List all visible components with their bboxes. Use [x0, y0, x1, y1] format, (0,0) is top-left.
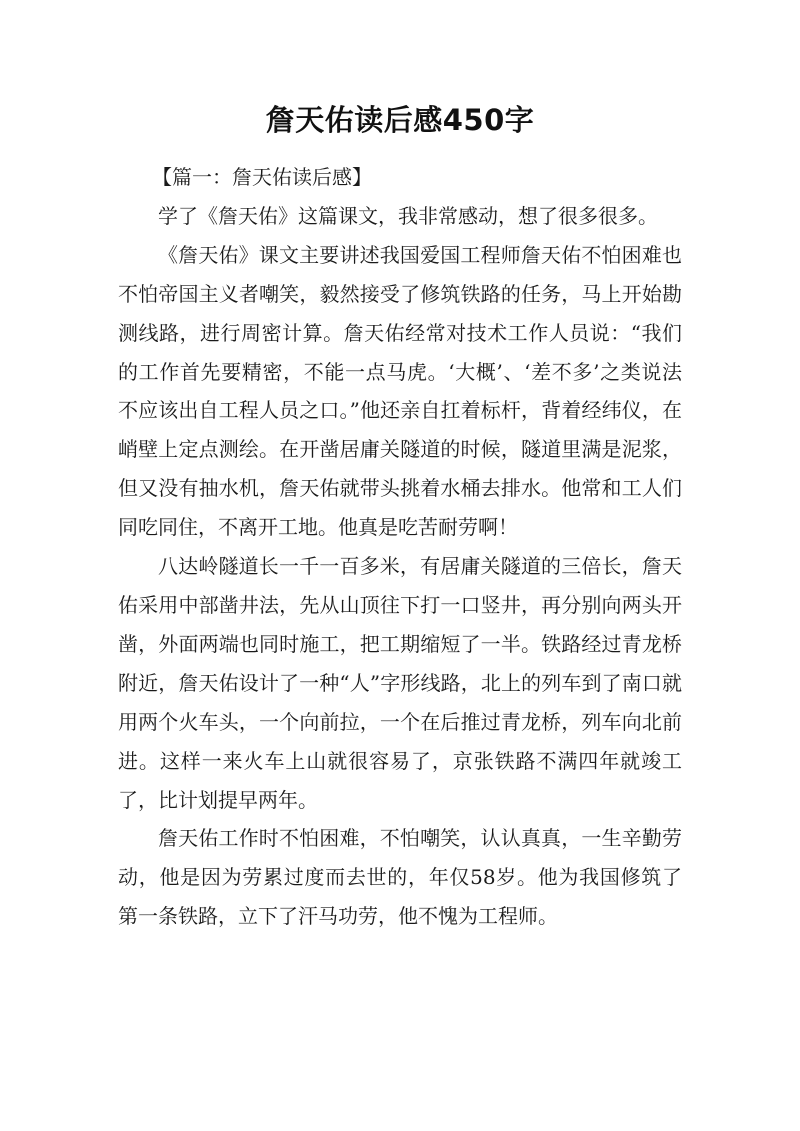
paragraph: 八达岭隧道长一千一百多米，有居庸关隧道的三倍长，詹天佑采用中部凿井法，先从山顶往下打一口竖井，再分别向两头开凿，外面两端也同时施工，把工期缩短了一半。铁路经过青龙桥附近，詹天佑设计了一种“人”字形线路，北上的列车到了南口就用两个火车头，一个向前拉，一个在后推过青龙桥，列车向北前进。这样一来火车上山就很容易了，京张铁路不满四年就竣工了，比计划提早两年。 [118, 554, 682, 812]
paragraph: 《詹天佑》课文主要讲述我国爱国工程师詹天佑不怕困难也不怕帝国主义者嘲笑，毅然接受了修筑铁路的任务，马上开始勘测线路，进行周密计算。詹天佑经常对技术工作人员说：“我们的工作首先要精密，不能一点马虎。‘大概’、‘差不多’之类说法不应该出自工程人员之口。”他还亲自扛着标杆，背着经纬仪，在峭壁上定点测绘。在开凿居庸关隧道的时候，隧道里满是泥浆，但又没有抽水机，詹天佑就带头挑着水桶去排水。他常和工人们同吃同住，不离开工地。他真是吃苦耐劳啊！ [118, 242, 682, 540]
document-body [118, 158, 682, 936]
paragraph: 学了《詹天佑》这篇课文，我非常感动，想了很多很多。 [158, 203, 658, 228]
document-title: 詹天佑读后感450字 [265, 103, 535, 137]
paragraph: 詹天佑工作时不怕困难，不怕嘲笑，认认真真，一生辛勤劳动，他是因为劳累过度而去世的，年仅58岁。他为我国修筑了第一条铁路，立下了汗马功劳，他不愧为工程师。 [118, 826, 682, 929]
section-heading: 【篇一：詹天佑读后感】 [152, 165, 372, 189]
